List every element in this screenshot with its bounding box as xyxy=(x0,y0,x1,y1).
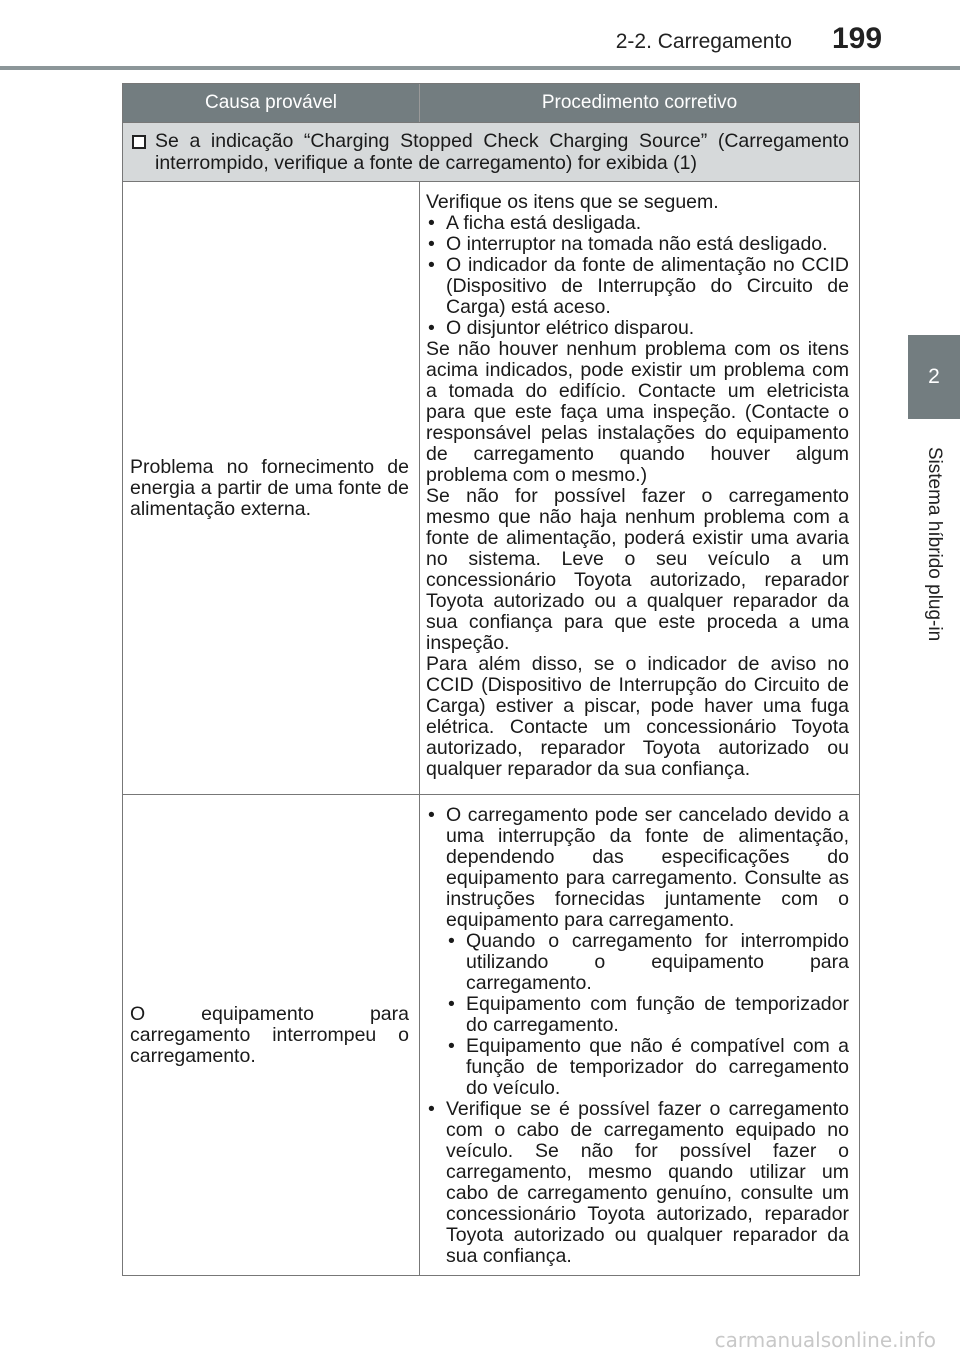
procedure-list xyxy=(426,805,849,931)
cause-text: Problema no fornecimento de energia a partir de uma fonte de alimentação externa. xyxy=(130,455,409,520)
procedure-intro: Verifique os itens que se seguem. xyxy=(426,191,719,213)
sub-list xyxy=(426,931,849,1099)
column-header-procedure: Procedimento corretivo xyxy=(541,92,738,113)
procedure-list xyxy=(426,1099,849,1267)
list-item-text: Verifique se é possível fazer o carregamento com o cabo de carregamento equipado no veículo. Se não for possível fazer o carregamento, mesmo quando utilizar um cabo de carregamento genuíno, consulte um concessionário Toyota autorizado, reparador Toyota autorizado ou qualquer reparador da sua confiança. xyxy=(446,1098,849,1267)
chapter-tab[interactable] xyxy=(908,335,960,419)
procedure-cell xyxy=(420,182,859,794)
list-item-text: A ficha está desligada. xyxy=(446,212,642,234)
bullet-icon: • xyxy=(428,317,435,339)
list-item xyxy=(426,318,849,339)
list-item-text: O interruptor na tomada não está desligado. xyxy=(446,233,828,255)
cause-text: O equipamento para carregamento interrompeu o carregamento. xyxy=(130,1002,409,1067)
sub-list-item xyxy=(426,931,849,994)
check-list xyxy=(426,213,849,339)
procedure-paragraph: Para além disso, se o indicador de aviso no CCID (Dispositivo de Interrupção do Circuito de Carga) estiver a piscar, pode haver uma fuga elétrica. Contacte um concessionário Toyota autorizado, reparador Toyota autorizado ou qualquer reparador da sua confiança. xyxy=(426,653,849,780)
watermark: carmanualsonline.info xyxy=(714,1328,936,1352)
sub-list-item-text: Equipamento que não é compatível com a função de temporizador do carregamento do veículo. xyxy=(466,1035,849,1099)
list-item xyxy=(426,213,849,234)
sub-list-item xyxy=(426,1036,849,1099)
cause-cell xyxy=(123,182,420,794)
list-item xyxy=(426,255,849,318)
table-row xyxy=(123,794,859,1275)
troubleshooting-table xyxy=(122,83,860,1276)
bullet-icon: • xyxy=(428,212,435,234)
bullet-icon: • xyxy=(448,993,455,1015)
bullet-icon: • xyxy=(448,930,455,952)
table-header xyxy=(123,84,859,122)
sub-list-item-text: Quando o carregamento for interrompido utilizando o equipamento para carregamento. xyxy=(466,930,849,994)
bullet-icon: • xyxy=(448,1035,455,1057)
bullet-icon: • xyxy=(428,1098,435,1120)
bullet-icon: • xyxy=(428,254,435,276)
list-item-text: O carregamento pode ser cancelado devido a uma interrupção da fonte de alimentação, dependendo das especificações do equipamento para carregamento. Consulte as instruções fornecidas juntamente com o equipamento para carregamento. xyxy=(446,804,849,931)
checkbox-square-icon xyxy=(132,135,146,149)
page-number: 199 xyxy=(832,22,883,55)
list-item-text: O indicador da fonte de alimentação no CCID (Dispositivo de Interrupção do Circuito de Carga) está aceso. xyxy=(446,254,849,318)
procedure-paragraph: Se não for possível fazer o carregamento mesmo que não haja nenhum problema com a fonte de alimentação, poderá existir uma avaria no sistema. Leve o seu veículo a um concessionário Toyota autorizado, reparador Toyota autorizado ou a qualquer reparador da sua confiança para que este proceda a uma inspeção. xyxy=(426,485,849,654)
procedure-paragraph: Se não houver nenhum problema com os itens acima indicados, pode existir um problema com a tomada do edifício. Contacte um eletricista para que este faça uma inspeção. (Contacte o responsável pelas instalações do equipamento de carregamento quando houver algum problema com o mesmo.) xyxy=(426,338,849,486)
list-item xyxy=(426,1099,849,1267)
sub-list-item xyxy=(426,994,849,1036)
bullet-icon: • xyxy=(428,233,435,255)
section-title: 2-2. Carregamento xyxy=(615,30,792,53)
section-heading-row xyxy=(123,122,859,181)
header-divider xyxy=(0,66,960,70)
chapter-number: 2 xyxy=(928,365,940,388)
column-header-cause: Causa provável xyxy=(123,84,420,122)
procedure-cell xyxy=(420,795,859,1275)
section-heading-text: Se a indicação “Charging Stopped Check Charging Source” (Carregamento interrompido, verifique a fonte de carregamento) for exibida (1) xyxy=(155,130,849,174)
sub-list-item-text: Equipamento com função de temporizador do carregamento. xyxy=(466,993,849,1036)
bullet-icon: • xyxy=(428,804,435,826)
table-row xyxy=(123,181,859,794)
cause-cell xyxy=(123,795,420,1275)
list-item xyxy=(426,234,849,255)
list-item-text: O disjuntor elétrico disparou. xyxy=(446,317,695,339)
list-item xyxy=(426,805,849,931)
chapter-label: Sistema híbrido plug-in xyxy=(924,446,945,642)
